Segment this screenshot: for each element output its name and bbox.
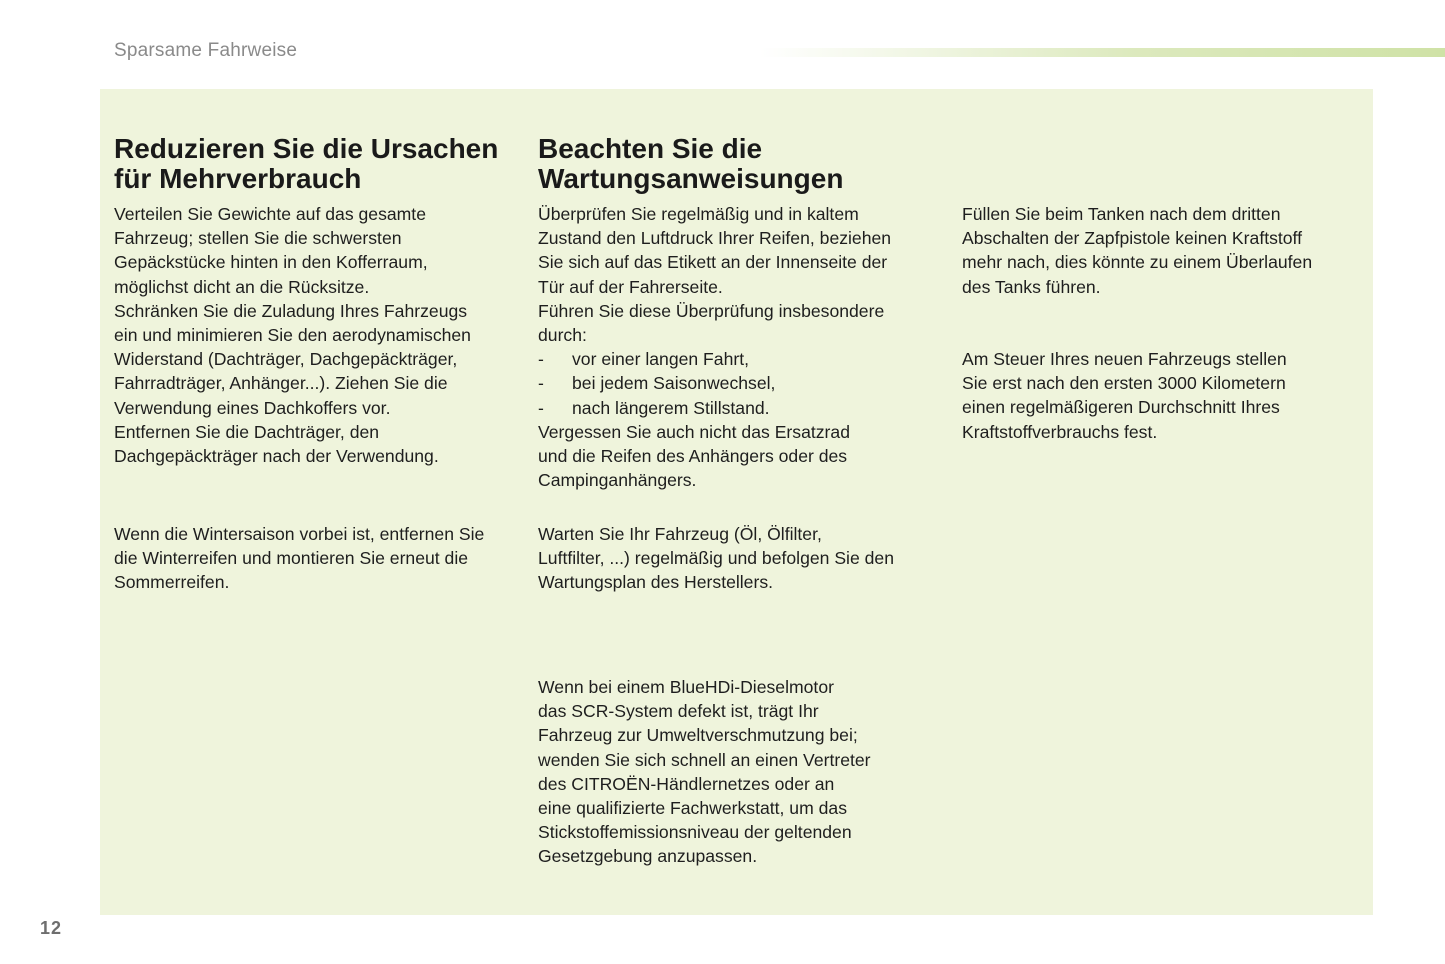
text-line: Verwendung eines Dachkoffers vor. — [114, 397, 391, 418]
text-line: Vergessen Sie auch nicht das Ersatzrad — [538, 421, 850, 442]
text-line: mehr nach, dies könnte zu einem Überlaufen — [962, 252, 1313, 273]
heading-consumption — [114, 134, 514, 194]
text-line: Schränken Sie die Zuladung Ihres Fahrzeugs — [114, 300, 468, 321]
list-item-text: vor einer langen Fahrt, — [572, 349, 750, 370]
text-line: Verteilen Sie Gewichte auf das gesamte — [114, 204, 426, 224]
paragraph-tyre-pressure — [538, 202, 928, 492]
text-line: Dachgepäckträger nach der Verwendung. — [114, 446, 439, 467]
heading-line: Beachten Sie die — [538, 133, 763, 164]
text-line: Fahrzeug zur Umweltverschmutzung bei; — [538, 725, 858, 746]
text-line: Wenn bei einem BlueHDi-Dieselmotor — [538, 677, 834, 697]
bullet-dash: - — [538, 373, 544, 394]
text-line: Führen Sie diese Überprüfung insbesondere — [538, 300, 885, 321]
text-line: eine qualifizierte Fachwerkstatt, um das — [538, 798, 848, 819]
paragraph-winter-tyres — [114, 522, 514, 595]
text-line: Abschalten der Zapfpistole keinen Kraftstoff — [962, 228, 1303, 249]
bullet-dash: - — [538, 397, 544, 418]
heading-maintenance — [538, 134, 928, 194]
text-line: Füllen Sie beim Tanken nach dem dritten — [962, 204, 1281, 224]
text-line: des Tanks führen. — [962, 276, 1101, 297]
text-line: des CITROËN-Händlernetzes oder an — [538, 773, 835, 794]
section-title: Sparsame Fahrweise — [114, 40, 298, 61]
text-line: ein und minimieren Sie den aerodynamischen — [114, 325, 471, 346]
text-line: Sie erst nach den ersten 3000 Kilometern — [962, 373, 1286, 394]
text-line: und die Reifen des Anhängers oder des — [538, 446, 848, 467]
text-line: Überprüfen Sie regelmäßig und in kaltem — [538, 204, 859, 224]
text-line: Zustand den Luftdruck Ihrer Reifen, beziehen — [538, 228, 892, 249]
paragraph-new-vehicle — [962, 347, 1347, 444]
paragraph-weight-distribution — [114, 202, 514, 468]
paragraph-scr-system — [538, 675, 928, 869]
text-line: Widerstand (Dachträger, Dachgepäckträger, — [114, 349, 458, 370]
text-line: Entfernen Sie die Dachträger, den — [114, 421, 380, 442]
content-panel — [100, 89, 1373, 915]
heading-line: Wartungsanweisungen — [538, 163, 844, 194]
paragraph-service-plan — [538, 522, 928, 595]
text-line: Luftfilter, ...) regelmäßig und befolgen Sie den — [538, 548, 894, 569]
text-line: Tür auf der Fahrerseite. — [538, 276, 723, 297]
text-line: Am Steuer Ihres neuen Fahrzeugs stellen — [962, 349, 1287, 369]
heading-line: Reduzieren Sie die Ursachen — [114, 133, 499, 164]
text-line: Fahrradträger, Anhänger...). Ziehen Sie die — [114, 373, 448, 394]
text-line: Campinganhängers. — [538, 470, 697, 491]
text-line: Fahrzeug; stellen Sie die schwersten — [114, 228, 402, 249]
text-line: Stickstoffemissionsniveau der geltenden — [538, 822, 852, 843]
list-item-text: bei jedem Saisonwechsel, — [572, 373, 776, 394]
text-line: Gepäckstücke hinten in den Kofferraum, — [114, 252, 428, 273]
text-line: einen regelmäßigeren Durchschnitt Ihres — [962, 397, 1280, 418]
text-line: durch: — [538, 325, 587, 346]
list-item — [538, 396, 928, 420]
paragraph-refuelling — [962, 202, 1347, 299]
text-line: Warten Sie Ihr Fahrzeug (Öl, Ölfilter, — [538, 524, 822, 544]
list-item-text: nach längerem Stillstand. — [572, 397, 770, 418]
text-line: wenden Sie sich schnell an einen Vertreter — [538, 749, 871, 770]
text-line: das SCR-System defekt ist, trägt Ihr — [538, 701, 819, 722]
list-item — [538, 347, 928, 371]
text-line: Wartungsplan des Herstellers. — [538, 572, 774, 593]
text-line: Kraftstoffverbrauchs fest. — [962, 421, 1158, 442]
text-line: die Winterreifen und montieren Sie erneut die — [114, 548, 469, 569]
bullet-dash: - — [538, 349, 544, 370]
text-line: Gesetzgebung anzupassen. — [538, 846, 758, 867]
list-item — [538, 371, 928, 395]
text-line: möglichst dicht an die Rücksitze. — [114, 276, 370, 297]
text-line: Sommerreifen. — [114, 572, 230, 593]
text-line: Wenn die Wintersaison vorbei ist, entfernen Sie — [114, 524, 485, 544]
header-accent-bar — [760, 48, 1445, 57]
text-line: Sie sich auf das Etikett an der Innenseite der — [538, 252, 888, 273]
page-number: 12 — [40, 918, 63, 938]
heading-line: für Mehrverbrauch — [114, 163, 362, 194]
